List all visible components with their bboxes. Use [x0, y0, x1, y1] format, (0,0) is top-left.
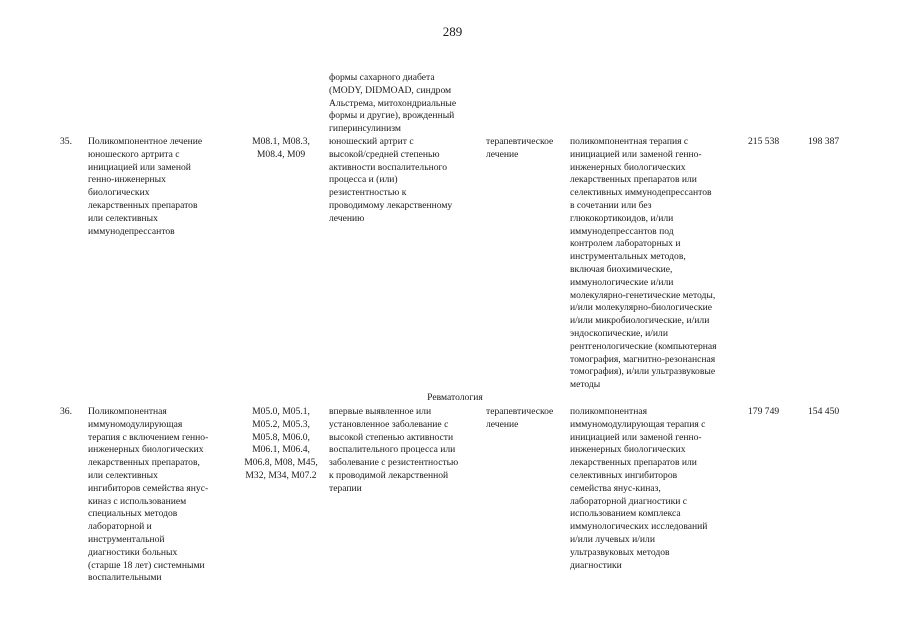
row-method: поликомпонентная терапия с инициацией или заменой генно- инженерных биологических лекарственных препаратов или селективных иммунодепрессантов в сочетании или без глюкокортикоидов, и/или иммунодепрессантов под контролем лабораторных и инструментальных методов, включая биохимические, иммунологические и/или молекулярно-генетические методы, и/или молекулярно-биологические и/или микробиологические, и/или эндоскопические, и/или рентгенологические (компьютерная томография, магнитно-резонансная томография), и/или ультразвуковые методы — [570, 136, 717, 391]
row-cost-2: 198 387 — [808, 136, 840, 147]
row-name: Поликомпонентное лечение юношеского артрита с инициацией или заменой генно-инженерных биологических лекарственных препаратов или селективных иммунодепрессантов — [88, 136, 203, 237]
row-treatment-type: терапевтическое лечение — [486, 136, 554, 160]
row-diagnosis: впервые выявленное или установленное заболевание с высокой степенью активности воспалительного процесса или заболевание с резистентностью к проводимой лекарственной терапии — [329, 406, 459, 494]
row-treatment-type: терапевтическое лечение — [486, 406, 554, 430]
row-diagnosis: юношеский артрит с высокой/средней степенью активности воспалительного процесса и (или) резистентностью к проводимому лекарственному лечению — [329, 136, 453, 224]
row-cost-2: 154 450 — [808, 406, 840, 417]
row-cost-1: 215 538 — [748, 136, 780, 147]
row-name: Поликомпонентная иммуномодулирующая терапия с включением генно- инженерных биологических лекарственных препаратов, или селективных ингибиторов семейства янус- киназ с использованием специальных методов лабораторной и инструментальной диагностики больных (старше 18 лет) системными воспалительными — [88, 406, 209, 584]
continuation-diagnosis: формы сахарного диабета (MODY, DIDMOAD, синдром Альстрема, митохондриальные формы и другие), врожденный гиперинсулинизм — [329, 72, 457, 135]
row-codes: M08.1, M08.3, M08.4, M09 — [252, 136, 310, 160]
row-method: поликомпонентная иммуномодулирующая терапия с инициацией или заменой генно- инженерных биологических лекарственных препаратов или селективных ингибиторов семейства янус-киназ, лабораторной диагностики с использованием комплекса иммунологических исследований и/или лучевых и/или ультразвуковых методов диагностики — [570, 406, 708, 571]
page-number: 289 — [442, 24, 463, 39]
section-header: Ревматология — [427, 392, 483, 403]
row-codes: M05.0, M05.1, M05.2, M05.3, M05.8, M06.0, M06.1, M06.4, M06.8, M08, M45, M32, M34, M07.2 — [244, 406, 318, 481]
row-number: 35. — [60, 136, 72, 147]
row-number: 36. — [60, 406, 72, 417]
row-cost-1: 179 749 — [748, 406, 780, 417]
